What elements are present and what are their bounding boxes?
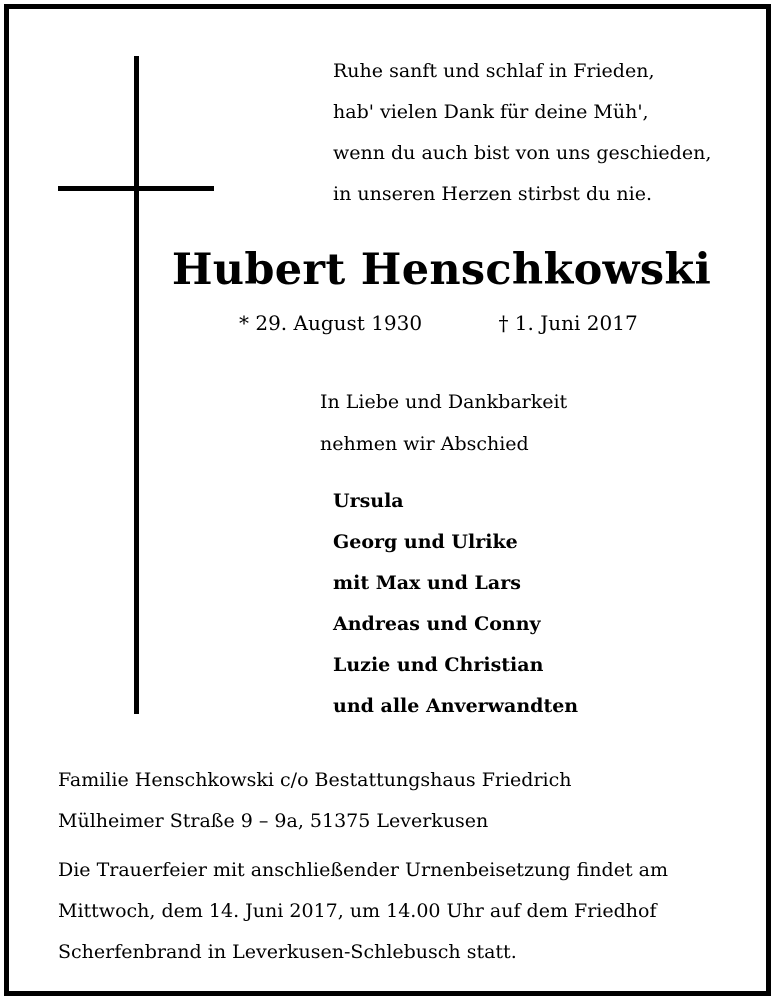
family-member: und alle Anverwandten	[333, 695, 579, 717]
life-dates	[239, 311, 638, 335]
poem-line: wenn du auch bist von uns geschieden,	[333, 142, 712, 164]
deceased-name: Hubert Henschkowski	[171, 245, 712, 295]
address-line: Familie Henschkowski c/o Bestattungshaus Friedrich	[58, 769, 572, 791]
farewell-text	[320, 381, 567, 465]
contact-address	[58, 760, 572, 842]
service-line: Scherfenbrand in Leverkusen-Schlebusch statt.	[58, 941, 517, 963]
poem-line: in unseren Herzen stirbst du nie.	[333, 183, 653, 205]
cross-horizontal-bar	[58, 186, 214, 191]
family-member: Luzie und Christian	[333, 654, 544, 676]
poem-line: Ruhe sanft und schlaf in Frieden,	[333, 60, 655, 82]
family-member: Ursula	[333, 490, 404, 512]
service-line: Mittwoch, dem 14. Juni 2017, um 14.00 Uhr auf dem Friedhof	[58, 900, 657, 922]
obituary-notice	[4, 4, 771, 996]
farewell-line: nehmen wir Abschied	[320, 433, 529, 455]
family-list	[333, 481, 578, 727]
birth-date: * 29. August 1930	[239, 311, 423, 335]
cross-vertical-bar	[134, 56, 139, 714]
family-member: mit Max und Lars	[333, 572, 521, 594]
poem	[333, 51, 711, 215]
service-line: Die Trauerfeier mit anschließender Urnenbeisetzung findet am	[58, 859, 668, 881]
family-member: Andreas und Conny	[333, 613, 541, 635]
poem-line: hab' vielen Dank für deine Müh',	[333, 101, 649, 123]
death-date: † 1. Juni 2017	[498, 311, 638, 335]
farewell-line: In Liebe und Dankbarkeit	[320, 391, 568, 413]
address-line: Mülheimer Straße 9 – 9a, 51375 Leverkusen	[58, 810, 489, 832]
family-member: Georg und Ulrike	[333, 531, 518, 553]
service-info	[58, 850, 668, 973]
